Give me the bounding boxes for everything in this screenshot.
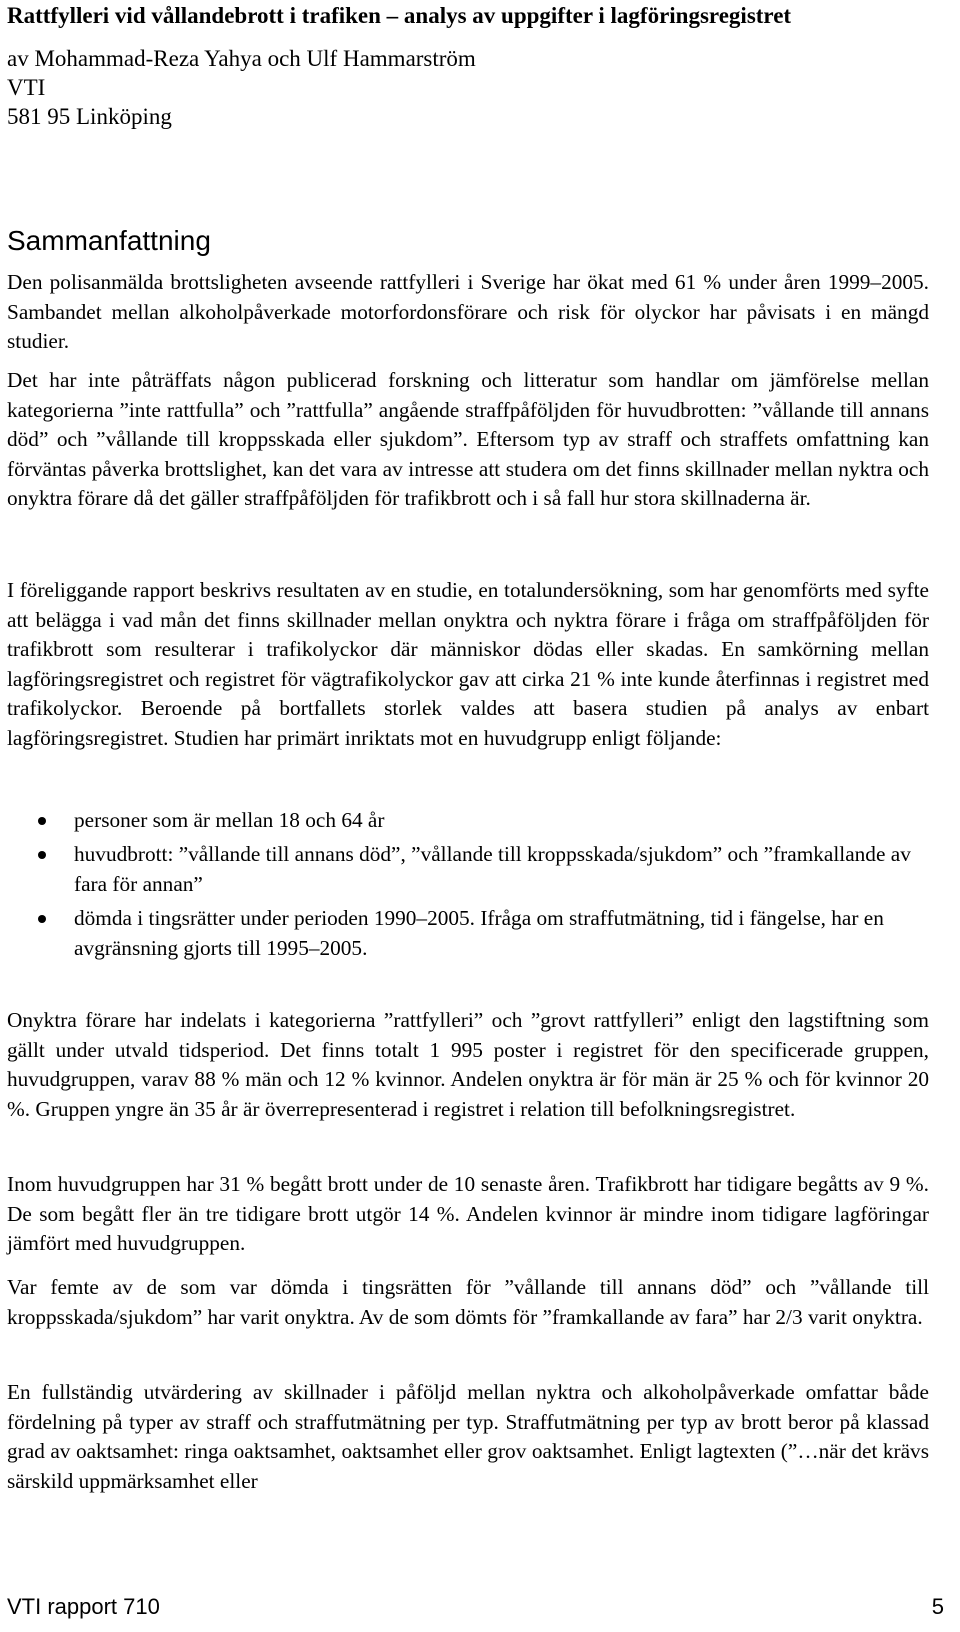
document-title: Rattfylleri vid vållandebrott i trafiken – analys av uppgifter i lagföringsregistret <box>7 3 792 28</box>
page-number: 5 <box>931 1594 944 1619</box>
list-item <box>0 903 934 963</box>
paragraph-7: En fullständig utvärdering av skillnader i påföljd mellan nyktra och alkoholpåverkade omfattar både fördelning på typer av straff och straffutmätning per typ. Straffutmätning per typ av brott beror på klassad grad av oaktsamhet: ringa oaktsamhet, oaktsamhet eller grov oaktsamhet. Enligt lagtexten (”…när det krävs särskild uppmärksamhet eller <box>7 1380 929 1493</box>
list-item-text: personer som är mellan 18 och 64 år <box>74 808 385 832</box>
paragraph-2: Det har inte påträffats någon publicerad forskning och litteratur som handlar om jämförelse mellan kategorierna ”inte rattfulla” och ”rattfulla” angående straffpåföljden för huvudbrotten: ”vållande till annans död” och ”vållande till kroppsskada eller sjukdom”. Eftersom typ av straff och straffets omfattning kan förväntas påverka brottslighet, kan det vara av intresse att studera om det finns skillnader mellan nyktra och onyktra förare då det gäller straffpåföljden för trafikbrott och i så fall hur stora skillnaderna är. <box>7 368 929 511</box>
page-footer <box>7 1592 944 1622</box>
authors-line: av Mohammad-Reza Yahya och Ulf Hammarström <box>7 46 476 71</box>
list-item <box>0 805 934 835</box>
bullet-icon <box>38 851 46 859</box>
organization-line: VTI <box>7 75 46 100</box>
paragraph-1: Den polisanmälda brottsligheten avseende rattfylleri i Sverige har ökat med 61 % under åren 1999–2005. Sambandet mellan alkoholpåverkade motorfordonsförare och risk för olyckor har påvisats i en mängd studier. <box>7 270 929 354</box>
section-heading: Sammanfattning <box>7 225 211 256</box>
criteria-list <box>0 805 940 967</box>
list-item <box>0 839 934 899</box>
bullet-icon <box>38 915 46 923</box>
bullet-icon <box>38 817 46 825</box>
paragraph-6: Var femte av de som var dömda i tingsrätten för ”vållande till annans död” och ”vållande till kroppsskada/sjukdom” har varit onyktra. Av de som dömts för ”framkallande av fara” har 2/3 varit onyktra. <box>7 1275 929 1329</box>
author-block <box>7 44 476 131</box>
paragraph-4: Onyktra förare har indelats i kategorierna ”rattfylleri” och ”grovt rattfylleri” enligt den lagstiftning som gällt under utvald tidsperiod. Det finns totalt 1 995 poster i registret för den specificerade gruppen, huvudgruppen, varav 88 % män och 12 % kvinnor. Andelen onyktra är för män är 25 % och för kvinnor 20 %. Gruppen yngre än 35 år är överrepresenterad i registret i relation till befolkningsregistret. <box>7 1008 929 1121</box>
paragraph-3: I föreliggande rapport beskrivs resultaten av en studie, en totalundersökning, som har genomförts med syfte att belägga i vad mån det finns skillnader mellan onyktra och nyktra förare i fråga om straffpåföljden för trafikbrott som resulterar i trafikolyckor där människor dödas eller skadas. En samkörning mellan lagföringsregistret och registret för vägtrafikolyckor gav att cirka 21 % inte kunde återfinnas i registret med trafikolyckor. Beroende på bortfallets storlek valdes att basera studien på analys av enbart lagföringsregistret. Studien har primärt inriktats mot en huvudgrupp enligt följande: <box>7 578 929 750</box>
paragraph-5: Inom huvudgruppen har 31 % begått brott under de 10 senaste åren. Trafikbrott har tidigare begåtts av 9 %. De som begått fler än tre tidigare brott utgör 14 %. Andelen kvinnor är mindre inom tidigare lagföringar jämfört med huvudgruppen. <box>7 1172 929 1256</box>
address-line: 581 95 Linköping <box>7 104 172 129</box>
list-item-text: huvudbrott: ”vållande till annans död”, ”vållande till kroppsskada/sjukdom” och ”framkallande av fara för annan” <box>74 842 911 896</box>
list-item-text: dömda i tingsrätter under perioden 1990–2005. Ifråga om straffutmätning, tid i fängelse, har en avgränsning gjorts till 1995–2005. <box>74 906 884 960</box>
report-name: VTI rapport 710 <box>7 1594 160 1619</box>
